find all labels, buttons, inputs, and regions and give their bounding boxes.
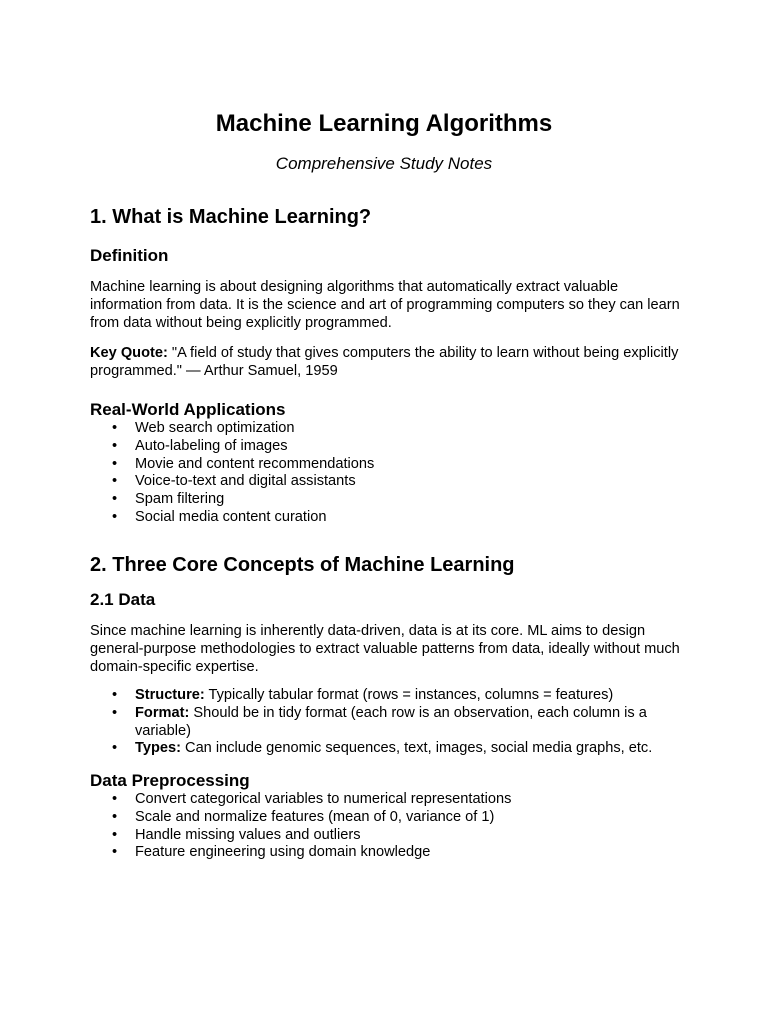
data-point-label: Types: [135, 740, 181, 757]
document-subtitle: Comprehensive Study Notes [275, 154, 493, 173]
list-item: • Convert categorical variables to numerical representations [90, 791, 680, 809]
document-title: Machine Learning Algorithms [215, 110, 553, 137]
data-point-label: Structure: [135, 687, 205, 703]
definition-heading: Definition [90, 246, 169, 265]
key-quote-label: Key Quote: [90, 345, 168, 361]
data-point-label: Format: [135, 704, 190, 721]
key-quote-text: "A field of study that gives computers the ability to learn without being explicitly programmed." — Arthur Samuel, 1959 [90, 345, 679, 379]
list-item: • Spam filtering [90, 491, 680, 509]
preprocessing-heading: Data Preprocessing [90, 771, 250, 790]
list-item [90, 705, 680, 741]
list-item: • Web search optimization [90, 420, 680, 438]
list-item: • Scale and normalize features (mean of 0, variance of 1) [90, 809, 680, 827]
data-points-list [90, 687, 680, 758]
list-item [90, 687, 680, 705]
list-item: • Movie and content recommendations [90, 456, 680, 474]
data-point-text: Can include genomic sequences, text, images, social media graphs, etc. [180, 740, 653, 757]
applications-list [90, 420, 680, 527]
data-point-text: Typically tabular format (rows = instances, columns = features) [204, 687, 614, 703]
section-2-heading: 2. Three Core Concepts of Machine Learning [90, 554, 515, 576]
data-text: Since machine learning is inherently data-driven, data is at its core. ML aims to design general-purpose methodologies to extract valuable patterns from data, ideally without much domain-specific expertise. [90, 623, 680, 675]
section-1-heading: 1. What is Machine Learning? [90, 206, 372, 228]
data-point-text: Should be in tidy format (each row is an observation, each column is a variable) [135, 704, 647, 739]
list-item: • Voice-to-text and digital assistants [90, 473, 680, 491]
list-item: • Handle missing values and outliers [90, 827, 680, 845]
list-item: • Social media content curation [90, 509, 680, 527]
list-item: • Auto-labeling of images [90, 438, 680, 456]
applications-heading: Real-World Applications [90, 400, 286, 419]
definition-text: Machine learning is about designing algorithms that automatically extract valuable information from data. It is the science and art of programming computers so they can learn from data without being explicitly programmed. [90, 279, 680, 331]
list-item: • Feature engineering using domain knowledge [90, 844, 680, 862]
data-heading: 2.1 Data [90, 590, 156, 609]
preprocessing-list [90, 791, 680, 862]
key-quote [90, 344, 680, 380]
list-item [90, 740, 680, 758]
